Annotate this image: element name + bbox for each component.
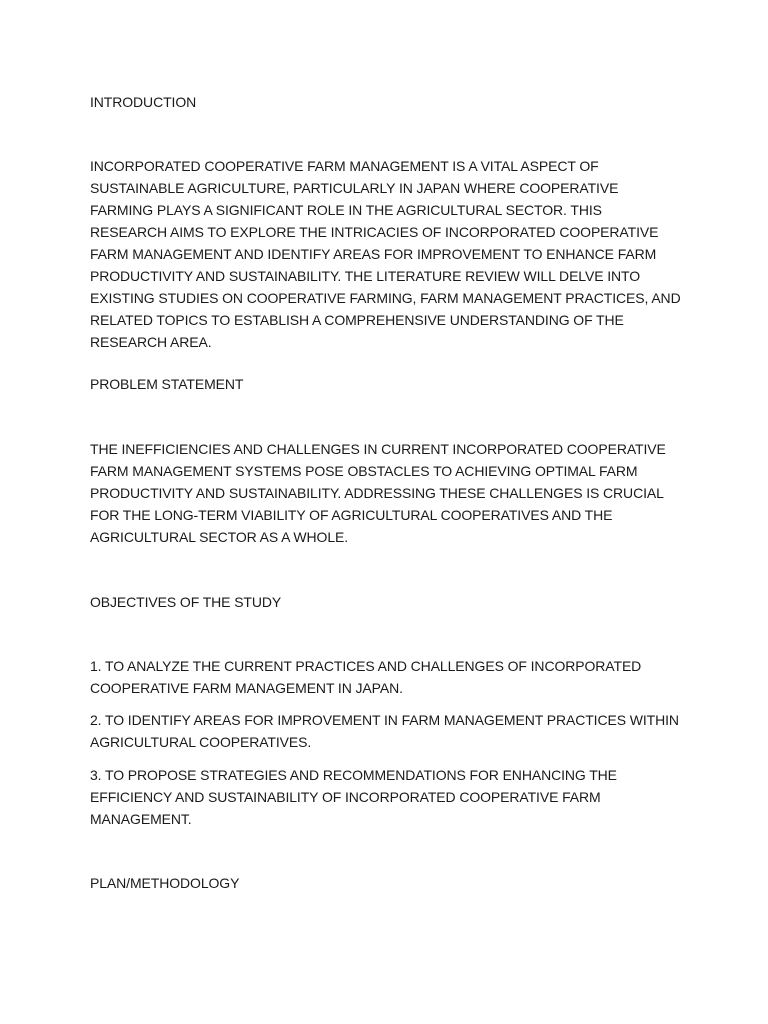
introduction-heading: INTRODUCTION [90,94,197,110]
introduction-body: INCORPORATED COOPERATIVE FARM MANAGEMENT IS A VITAL ASPECT OF SUSTAINABLE AGRICULTURE, PARTICULARLY IN JAPAN WHERE COOPERATIVE FARMING PLAYS A SIGNIFICANT ROLE IN THE AGRICULTURAL SECTOR. THIS RESEARCH AIMS TO EXPLORE THE INTRICACIES OF INCORPORATED COOPERATIVE FARM MANAGEMENT AND IDENTIFY AREAS FOR IMPROVEMENT TO ENHANCE FARM PRODUCTIVITY AND SUSTAINABILITY. THE LITERATURE REVIEW WILL DELVE INTO EXISTING STUDIES ON COOPERATIVE FARMING, FARM MANAGEMENT PRACTICES, AND RELATED TOPICS TO ESTABLISH A COMPREHENSIVE UNDERSTANDING OF THE RESEARCH AREA. [90,158,681,350]
objectives-heading: OBJECTIVES OF THE STUDY [90,594,282,610]
objective-item-3: 3. TO PROPOSE STRATEGIES AND RECOMMENDATIONS FOR ENHANCING THE EFFICIENCY AND SUSTAINABILITY OF INCORPORATED COOPERATIVE FARM MANAGEMENT. [90,767,617,827]
problem-statement-body: THE INEFFICIENCIES AND CHALLENGES IN CURRENT INCORPORATED COOPERATIVE FARM MANAGEMENT SYSTEMS POSE OBSTACLES TO ACHIEVING OPTIMAL FARM PRODUCTIVITY AND SUSTAINABILITY. ADDRESSING THESE CHALLENGES IS CRUCIAL FOR THE LONG-TERM VIABILITY OF AGRICULTURAL COOPERATIVES AND THE AGRICULTURAL SECTOR AS A WHOLE. [90,441,666,545]
problem-statement-heading: PROBLEM STATEMENT [90,376,244,392]
objective-item-1: 1. TO ANALYZE THE CURRENT PRACTICES AND CHALLENGES OF INCORPORATED COOPERATIVE FARM MANAGEMENT IN JAPAN. [90,658,642,696]
objective-item-2: 2. TO IDENTIFY AREAS FOR IMPROVEMENT IN FARM MANAGEMENT PRACTICES WITHIN AGRICULTURAL COOPERATIVES. [90,712,679,750]
plan-methodology-heading: PLAN/METHODOLOGY [90,875,240,891]
